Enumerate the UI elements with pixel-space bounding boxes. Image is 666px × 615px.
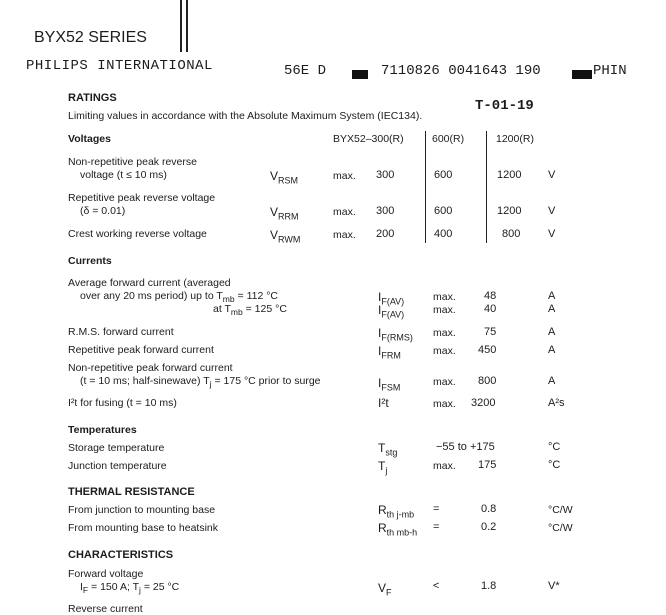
- catalog-code-a: 56E D: [284, 63, 327, 79]
- ifrm-value: 450: [478, 344, 497, 356]
- catalog-code-b: 7110826 0041643 190: [381, 63, 541, 79]
- i2t-label: I²t for fusing (t = 10 ms): [68, 397, 177, 409]
- block-mark-2: [572, 66, 592, 84]
- ratings-subtitle: Limiting values in accordance with the Absolute Maximum System (IEC134).: [68, 110, 423, 122]
- catalog-code-c: PHIN: [593, 63, 627, 79]
- ifav-qualifier-2: max.: [433, 304, 456, 316]
- col-header-600: 600(R): [432, 133, 465, 145]
- block-mark-1: [352, 66, 368, 84]
- forward-voltage-label: Forward voltage: [68, 568, 144, 580]
- characteristics-title: CHARACTERISTICS: [68, 549, 174, 561]
- series-title: BYX52 SERIES: [34, 29, 147, 46]
- ifrms-unit: A: [548, 326, 556, 338]
- vrwm-symbol: $V_{RWM}$: [270, 228, 301, 245]
- junction-temp-label: Junction temperature: [68, 460, 167, 472]
- ifrm-qualifier: max.: [433, 345, 456, 357]
- vrrm-unit: V: [548, 205, 556, 217]
- ifav-symbol-2: $I_{F(AV)}$: [378, 303, 405, 320]
- ifrms-qualifier: max.: [433, 327, 456, 339]
- vrsm-label-2: voltage (t ≤ 10 ms): [80, 169, 167, 181]
- vf-value: 1.8: [481, 580, 497, 592]
- vrsm-value-600: 600: [434, 169, 453, 181]
- vrsm-symbol: $V_{RSM}$: [270, 169, 299, 186]
- storage-temp-label: Storage temperature: [68, 442, 165, 454]
- vrrm-symbol: $V_{RRM}$: [270, 205, 299, 222]
- vrrm-qualifier: max.: [333, 206, 356, 218]
- tstg-value: −55 to +175: [436, 441, 495, 453]
- tstg-unit: °C: [548, 441, 561, 453]
- nonrep-peak-current-label-2: (t = 10 ms; half-sinewave) $T_j = 175$ °C prior to surge: [80, 375, 321, 390]
- vrwm-qualifier: max.: [333, 229, 356, 241]
- ifsm-value: 800: [478, 375, 497, 387]
- reverse-current-label: Reverse current: [68, 603, 143, 615]
- vrwm-value-1200: 800: [502, 228, 521, 240]
- tj-qualifier: max.: [433, 460, 456, 472]
- column-divider-2: [486, 131, 487, 243]
- rth-jmb-unit: °C/W: [548, 504, 573, 516]
- rth-jmb-symbol: $R_{th j-mb}$: [378, 503, 415, 520]
- currents-heading: Currents: [68, 255, 112, 267]
- vrsm-unit: V: [548, 169, 556, 181]
- i2t-qualifier: max.: [433, 398, 456, 410]
- handwritten-code: T-01-19: [475, 98, 534, 114]
- ifav-value-1: 48: [484, 290, 497, 302]
- ifav-unit-1: A: [548, 290, 556, 302]
- ifav-unit-2: A: [548, 303, 556, 315]
- rth-mbh-label: From mounting base to heatsink: [68, 522, 218, 534]
- vf-symbol: $V_F$: [378, 581, 392, 598]
- col-header-1200: 1200(R): [496, 133, 534, 145]
- column-divider-1: [425, 131, 426, 243]
- ifsm-unit: A: [548, 375, 556, 387]
- tj-value: 175: [478, 459, 497, 471]
- rth-mbh-value: 0.2: [481, 521, 497, 533]
- company-name: PHILIPS INTERNATIONAL: [26, 58, 213, 74]
- rep-peak-current-label: Repetitive peak forward current: [68, 344, 214, 356]
- ifrm-symbol: $I_{FRM}$: [378, 344, 401, 361]
- vrwm-label: Crest working reverse voltage: [68, 228, 207, 240]
- rth-mbh-equals: =: [433, 521, 440, 533]
- rth-jmb-equals: =: [433, 503, 440, 515]
- ifrms-value: 75: [484, 326, 497, 338]
- nonrep-peak-current-label-1: Non-repetitive peak forward current: [68, 362, 233, 374]
- vrrm-value-1200: 1200: [497, 205, 522, 217]
- ifsm-qualifier: max.: [433, 376, 456, 388]
- rth-jmb-value: 0.8: [481, 503, 497, 515]
- ratings-title: RATINGS: [68, 92, 117, 104]
- ifrms-symbol: $I_{F(RMS)}$: [378, 326, 413, 343]
- vrrm-label-2: (δ = 0.01): [80, 205, 126, 217]
- vrrm-label-1: Repetitive peak reverse voltage: [68, 192, 216, 204]
- vrsm-value-300: 300: [376, 169, 395, 181]
- ifav-symbol-1: $I_{F(AV)}$: [378, 290, 405, 307]
- i2t-unit: A²s: [548, 397, 565, 409]
- thermal-title: THERMAL RESISTANCE: [68, 486, 195, 498]
- i2t-value: 3200: [471, 397, 496, 409]
- forward-voltage-condition: $I_F = 150$ A; $T_j = 25$ °C: [80, 581, 180, 596]
- ifsm-symbol: $I_{FSM}$: [378, 376, 401, 393]
- rth-mbh-unit: °C/W: [548, 522, 573, 534]
- col-header-300: BYX52–300(R): [333, 133, 404, 145]
- temperatures-heading: Temperatures: [68, 424, 137, 436]
- avg-current-label-1: Average forward current (averaged: [68, 277, 231, 289]
- tj-symbol: $T_j$: [378, 459, 388, 476]
- vrrm-value-300: 300: [376, 205, 395, 217]
- rms-current-label: R.M.S. forward current: [68, 326, 174, 338]
- ifav-value-2: 40: [484, 303, 497, 315]
- vrwm-value-600: 400: [434, 228, 453, 240]
- vrwm-unit: V: [548, 228, 556, 240]
- ifav-qualifier-1: max.: [433, 291, 456, 303]
- tj-unit: °C: [548, 459, 561, 471]
- vrsm-label-1: Non-repetitive peak reverse: [68, 156, 197, 168]
- vrsm-value-1200: 1200: [497, 169, 522, 181]
- vrwm-value-300: 200: [376, 228, 395, 240]
- rth-jmb-label: From junction to mounting base: [68, 504, 216, 516]
- vf-less-than: <: [433, 580, 440, 592]
- top-rule-right: [186, 0, 188, 52]
- vrsm-qualifier: max.: [333, 170, 356, 182]
- tstg-symbol: $T_{stg}$: [378, 441, 398, 458]
- rth-mbh-symbol: $R_{th mb-h}$: [378, 521, 418, 538]
- avg-current-label-3: at $T_{mb} = 125$ °C: [213, 303, 287, 318]
- avg-current-label-2: over any 20 ms period) up to $T_{mb} = 112$ °C: [80, 290, 279, 305]
- vf-unit: V*: [548, 580, 560, 592]
- i2t-symbol: I²t: [378, 396, 389, 410]
- ifrm-unit: A: [548, 344, 556, 356]
- vrrm-value-600: 600: [434, 205, 453, 217]
- voltages-heading: Voltages: [68, 133, 111, 145]
- top-rule-left: [180, 0, 182, 52]
